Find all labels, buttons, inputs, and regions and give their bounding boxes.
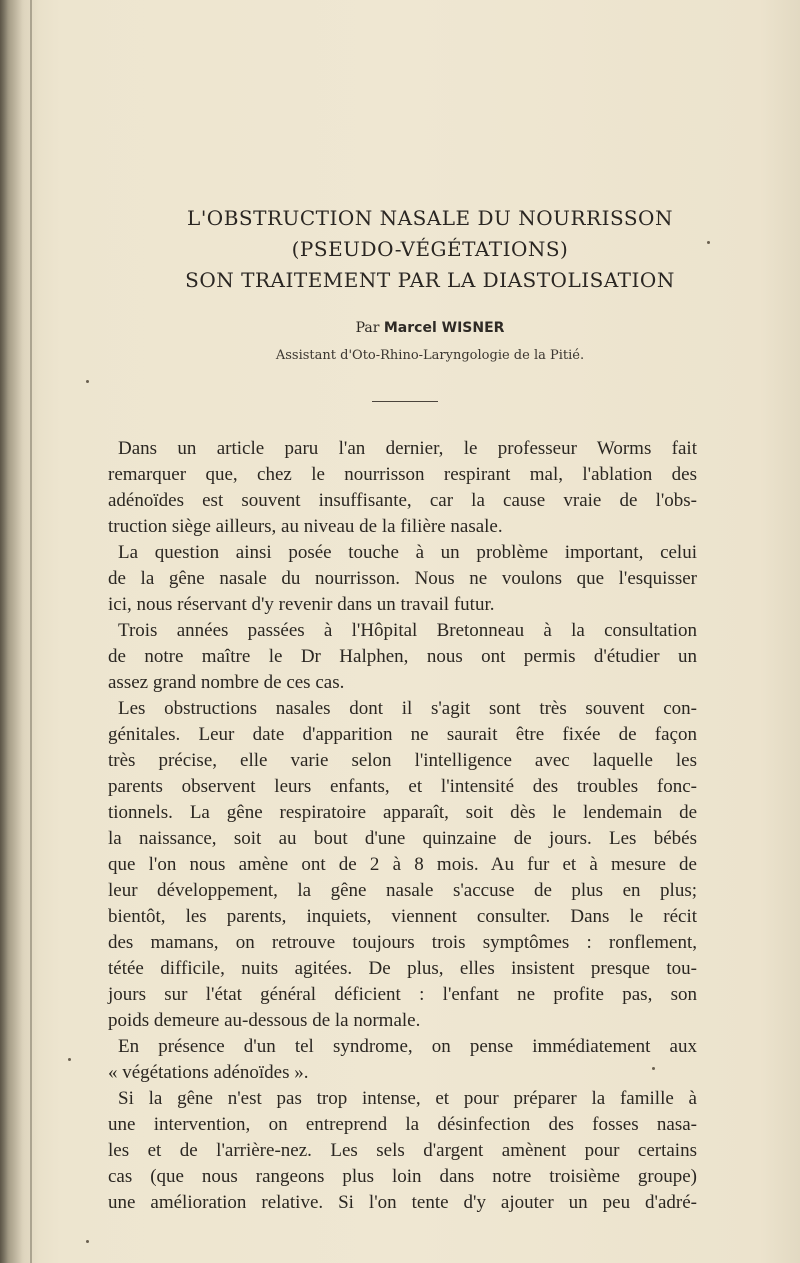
author-affiliation: Assistant d'Oto-Rhino-Laryngologie de la Pitié. [275,348,585,363]
body-line: Dans un article paru l'an dernier, le professeur Worms fait [118,438,697,459]
article-title-line-1: L'OBSTRUCTION NASALE DU NOURRISSON [187,206,673,230]
speck [707,241,710,244]
body-line: une intervention, on entreprend la désinfection des fosses nasa- [108,1114,697,1135]
body-line: la naissance, soit au bout d'une quinzaine de jours. Les bébés [108,828,697,849]
body-line: Trois années passées à l'Hôpital Bretonneau à la consultation [118,620,697,641]
body-line: « végétations adénoïdes ». [108,1062,309,1083]
body-line: de la gêne nasale du nourrisson. Nous ne voulons que l'esquisser [108,568,697,589]
body-line: les et de l'arrière-nez. Les sels d'argent amènent pour certains [108,1140,697,1161]
body-line: truction siège ailleurs, au niveau de la filière nasale. [108,516,503,537]
speck [86,380,89,383]
body-line: cas (que nous rangeons plus loin dans notre troisième groupe) [108,1166,697,1187]
body-line: assez grand nombre de ces cas. [108,672,345,693]
speck [652,1067,655,1070]
body-line: des mamans, on retrouve toujours trois symptômes : ronflement, [108,932,697,953]
body-line: parents observent leurs enfants, et l'intensité des troubles fonc- [108,776,697,797]
body-line: que l'on nous amène ont de 2 à 8 mois. Au fur et à mesure de [108,854,697,875]
article-title-line-3: SON TRAITEMENT PAR LA DIASTOLISATION [185,268,675,292]
page-gutter-line [30,0,32,1263]
speck [86,1240,89,1243]
body-line: Si la gêne n'est pas trop intense, et pour préparer la famille à [118,1088,697,1109]
byline-prefix: Par [355,320,380,336]
separator-rule [372,401,438,402]
body-line: adénoïdes est souvent insuffisante, car la cause vraie de l'obs- [108,490,697,511]
body-line: ici, nous réservant d'y revenir dans un travail futur. [108,594,495,615]
body-line: tionnels. La gêne respiratoire apparaît, soit dès le lendemain de [108,802,697,823]
speck [68,1058,71,1061]
body-line: leur développement, la gêne nasale s'accuse de plus en plus; [108,880,697,901]
body-line: remarquer que, chez le nourrisson respirant mal, l'ablation des [108,464,697,485]
book-spine-shadow [0,0,40,1263]
body-line: génitales. Leur date d'apparition ne saurait être fixée de façon [108,724,697,745]
body-line: En présence d'un tel syndrome, on pense immédiatement aux [118,1036,697,1057]
body-line: La question ainsi posée touche à un problème important, celui [118,542,697,563]
author-name: Marcel WISNER [383,320,505,336]
body-line: poids demeure au-dessous de la normale. [108,1010,421,1031]
body-line: une amélioration relative. Si l'on tente d'y ajouter un peu d'adré- [108,1192,697,1213]
body-line: jours sur l'état général déficient : l'enfant ne profite pas, son [108,984,697,1005]
body-line: bientôt, les parents, inquiets, viennent consulter. Dans le récit [108,906,697,927]
body-line: très précise, elle varie selon l'intelligence avec laquelle les [108,750,697,771]
body-line: tétée difficile, nuits agitées. De plus, elles insistent presque tou- [108,958,697,979]
byline [120,320,740,336]
body-line: Les obstructions nasales dont il s'agit sont très souvent con- [118,698,697,719]
body-line: de notre maître le Dr Halphen, nous ont permis d'étudier un [108,646,697,667]
article-title-line-2: (PSEUDO-VÉGÉTATIONS) [291,237,569,261]
